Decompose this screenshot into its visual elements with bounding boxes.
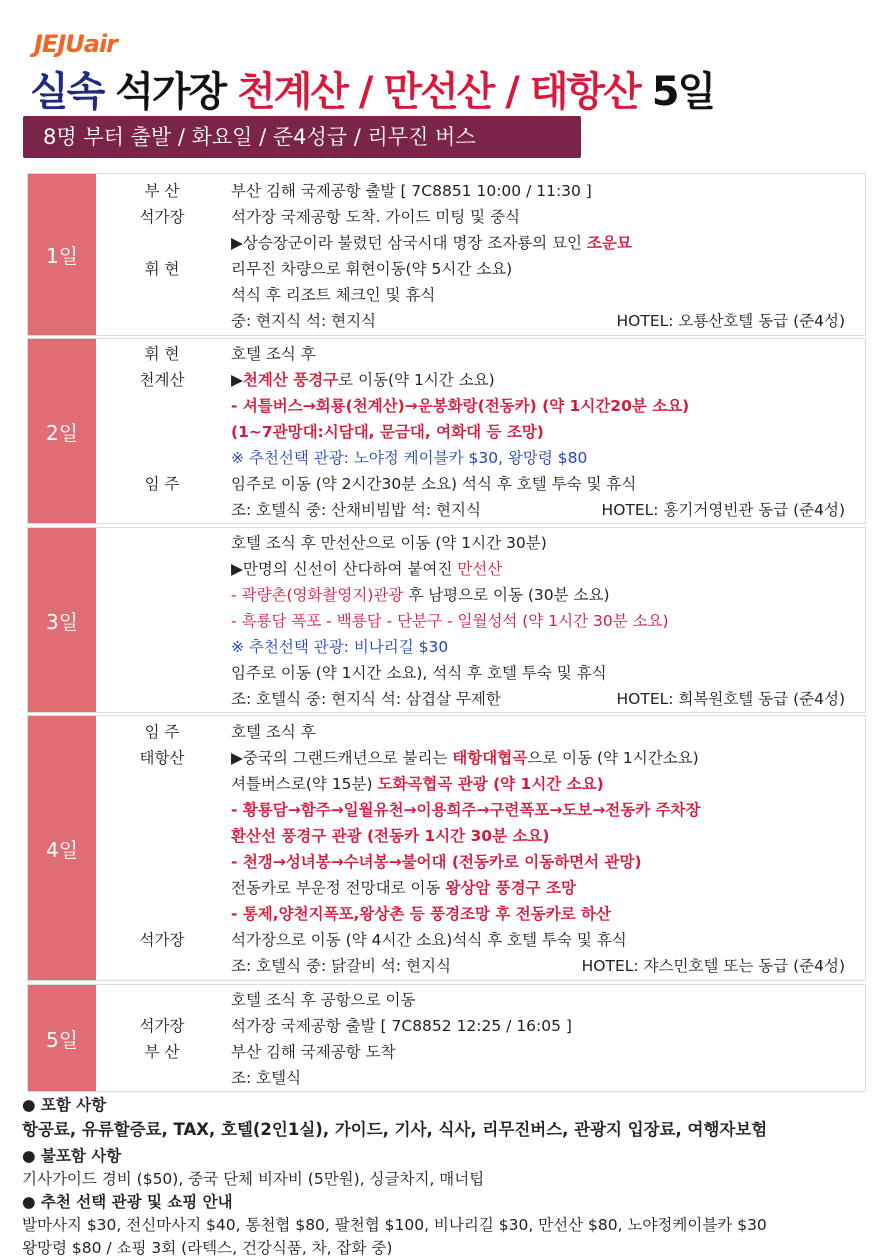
itinerary-row xyxy=(28,282,865,308)
itinerary-row xyxy=(28,1065,865,1091)
schedule-text xyxy=(231,256,512,282)
itinerary-row xyxy=(28,367,865,393)
location-label: 부 산 xyxy=(144,1043,180,1061)
schedule-text xyxy=(231,953,451,979)
itinerary-row xyxy=(28,634,865,660)
schedule-text-part: 조운묘 xyxy=(586,234,632,252)
itinerary-row xyxy=(28,745,865,771)
schedule-text-part: 임주로 이동 (약 2시간30분 소요) 석식 후 호텔 투숙 및 휴식 xyxy=(231,475,637,493)
optional-heading: ● 추천 선택 관광 및 쇼핑 안내 xyxy=(22,1193,233,1211)
itinerary-row xyxy=(28,953,865,979)
schedule-text-part: 중: 현지식 석: 현지식 xyxy=(231,312,377,330)
excluded-text: 기사가이드 경비 ($50), 중국 단체 비자비 (5만원), 싱글차지, 매너팁 xyxy=(22,1170,485,1188)
location-label: 부 산 xyxy=(144,182,180,200)
schedule-text xyxy=(231,823,549,849)
schedule-text-part: 석식 후 리조트 체크인 및 휴식 xyxy=(231,286,436,304)
location-label: 휘 현 xyxy=(144,345,180,363)
schedule-text xyxy=(231,849,642,875)
schedule-text-part: 환산선 풍경구 관광 (전동카 1시간 30분 소요) xyxy=(231,827,550,845)
day-label: 5일 xyxy=(28,985,96,1091)
itinerary-row xyxy=(28,660,865,686)
schedule-text xyxy=(231,1013,572,1039)
schedule-text xyxy=(231,308,376,334)
schedule-text-part: ▶상승장군이라 불렸던 삼국시대 명장 조자룡의 묘인 xyxy=(231,234,587,252)
schedule-text-part: 부산 김해 국제공항 출발 [ 7C8851 10:00 / 11:30 ] xyxy=(231,182,592,200)
schedule-text xyxy=(231,771,604,797)
day-label: 1일 xyxy=(28,174,96,335)
schedule-text-part: 왕상암 풍경구 조망 xyxy=(445,879,576,897)
location-label: 석가장 xyxy=(139,1017,185,1035)
schedule-text-part: - 곽량촌(영화촬영지)관광 xyxy=(231,586,404,604)
schedule-text-part: 태항대협곡 xyxy=(452,749,528,767)
itinerary-row xyxy=(28,204,865,230)
itinerary-row xyxy=(28,393,865,419)
schedule-text xyxy=(231,634,448,660)
schedule-text-part: 도화곡협곡 관광 (약 1시간 소요) xyxy=(377,775,604,793)
itinerary-row xyxy=(28,987,865,1013)
location-label: 임 주 xyxy=(144,723,180,741)
schedule-text xyxy=(231,719,316,745)
schedule-text xyxy=(231,445,587,471)
itinerary-row xyxy=(28,719,865,745)
title-part-3: 천계산 / 만선산 / 태항산 xyxy=(237,69,640,115)
title-part-1: 실속 xyxy=(30,69,104,115)
page-title xyxy=(30,60,714,117)
itinerary-row xyxy=(28,608,865,634)
schedule-text-part: 호텔 조식 후 xyxy=(231,345,316,363)
schedule-text-part: 천계산 풍경구 xyxy=(242,371,339,389)
schedule-text-part: ▶만명의 신선이 산다하여 붙여진 xyxy=(231,560,458,578)
schedule-text xyxy=(231,987,415,1013)
day-box-3 xyxy=(27,527,866,713)
schedule-text xyxy=(231,178,592,204)
schedule-text-part: ▶ xyxy=(231,371,243,389)
schedule-text-part: 조: 호텔식 중: 현지식 석: 삼겹살 무제한 xyxy=(231,690,501,708)
location-label: 태항산 xyxy=(139,749,185,767)
itinerary-row xyxy=(28,556,865,582)
optional-text-1: 발마사지 $30, 전신마사지 $40, 통천협 $80, 팔천협 $100, 비나리길 $30, 만선산 $80, 노야정케이블카 $30 xyxy=(22,1216,767,1234)
hotel-info: HOTEL: 쟈스민호텔 또는 동급 (준4성) xyxy=(581,957,845,975)
schedule-text-part: - 셔틀버스→회룡(천계산)→운봉화랑(전동카) (약 1시간20분 소요) xyxy=(231,397,690,415)
title-part-4: 5일 xyxy=(651,69,715,115)
day-label: 3일 xyxy=(28,528,96,712)
itinerary-row xyxy=(28,582,865,608)
schedule-text-part: ※ 추천선택 관광: 노야정 케이블카 $30, 왕망령 $80 xyxy=(231,449,588,467)
day-box-4 xyxy=(27,715,866,981)
schedule-text xyxy=(231,660,607,686)
optional-text-2: 왕망령 $80 / 쇼핑 3회 (라텍스, 건강식품, 차, 잡화 중) xyxy=(22,1239,393,1257)
day-label: 2일 xyxy=(28,339,96,523)
itinerary-row xyxy=(28,308,865,334)
schedule-text-part: 임주로 이동 (약 1시간 소요), 석식 후 호텔 투숙 및 휴식 xyxy=(231,664,607,682)
location-label: 휘 현 xyxy=(144,260,180,278)
itinerary-row xyxy=(28,927,865,953)
schedule-text-part: - 통제,양천지폭포,왕상촌 등 풍경조망 후 전동카로 하산 xyxy=(231,905,611,923)
schedule-text-part: 후 남평으로 이동 (30분 소요) xyxy=(403,586,610,604)
day-box-2 xyxy=(27,338,866,524)
schedule-text xyxy=(231,230,632,256)
schedule-text xyxy=(231,204,520,230)
schedule-text xyxy=(231,901,611,927)
schedule-text xyxy=(231,686,501,712)
itinerary-row xyxy=(28,497,865,523)
schedule-text-part: ※ 추천선택 관광: 비나리길 $30 xyxy=(231,638,449,656)
itinerary-row xyxy=(28,901,865,927)
included-text: 항공료, 유류할증료, TAX, 호텔(2인1실), 가이드, 기사, 식사, 리무진버스, 관광지 입장료, 여행자보험 xyxy=(22,1120,768,1139)
schedule-text-part: 전동카로 부운정 전망대로 이동 xyxy=(231,879,446,897)
schedule-text xyxy=(231,419,544,445)
itinerary-row xyxy=(28,686,865,712)
schedule-text-part: 로 이동(약 1시간 소요) xyxy=(338,371,495,389)
schedule-text xyxy=(231,745,699,771)
schedule-text-part: 만선산 xyxy=(457,560,503,578)
day-box-1 xyxy=(27,173,866,336)
location-label: 석가장 xyxy=(139,931,185,949)
itinerary-row xyxy=(28,419,865,445)
itinerary-row xyxy=(28,823,865,849)
schedule-text-part: ▶중국의 그랜드캐년으로 불리는 xyxy=(231,749,453,767)
schedule-text xyxy=(231,530,547,556)
jejuair-logo: JEJUair xyxy=(34,30,117,58)
schedule-text xyxy=(231,582,610,608)
schedule-text-part: 셔틀버스로(약 15분) xyxy=(231,775,378,793)
schedule-text-part: 리무진 차량으로 휘현이동(약 5시간 소요) xyxy=(231,260,513,278)
schedule-text xyxy=(231,797,700,823)
schedule-text xyxy=(231,282,435,308)
schedule-text-part: 부산 김해 국제공항 도착 xyxy=(231,1043,396,1061)
schedule-text-part: 호텔 조식 후 xyxy=(231,723,316,741)
location-label: 임 주 xyxy=(144,475,180,493)
subtitle-banner: 8명 부터 출발 / 화요일 / 준4성급 / 리무진 버스 xyxy=(23,116,581,158)
day-box-5 xyxy=(27,984,866,1092)
schedule-text-part: - 흑룡담 폭포 - 백룡담 - 단분구 - 일월성석 (약 1시간 30분 소요) xyxy=(231,612,669,630)
schedule-text xyxy=(231,471,636,497)
itinerary-row xyxy=(28,341,865,367)
excluded-heading: ● 불포함 사항 xyxy=(22,1147,122,1165)
hotel-info: HOTEL: 홍기거영빈관 동급 (준4성) xyxy=(601,501,845,519)
schedule-text xyxy=(231,497,481,523)
itinerary-row xyxy=(28,178,865,204)
itinerary-row xyxy=(28,797,865,823)
schedule-text-part: 석가장으로 이동 (약 4시간 소요)석식 후 호텔 투숙 및 휴식 xyxy=(231,931,627,949)
schedule-text-part: 으로 이동 (약 1시간소요) xyxy=(527,749,699,767)
schedule-text xyxy=(231,927,627,953)
location-label: 천계산 xyxy=(139,371,185,389)
itinerary-row xyxy=(28,849,865,875)
schedule-text-part: 조: 호텔식 중: 닭갈비 석: 현지식 xyxy=(231,957,451,975)
hotel-info: HOTEL: 오룡산호텔 동급 (준4성) xyxy=(616,312,845,330)
schedule-text xyxy=(231,1039,396,1065)
day-label: 4일 xyxy=(28,716,96,980)
itinerary-row xyxy=(28,530,865,556)
schedule-text-part: 석가장 국제공항 도착. 가이드 미팅 및 중식 xyxy=(231,208,521,226)
schedule-text-part: 석가장 국제공항 출발 [ 7C8852 12:25 / 16:05 ] xyxy=(231,1017,572,1035)
schedule-text-part: 호텔 조식 후 공항으로 이동 xyxy=(231,991,416,1009)
schedule-text xyxy=(231,875,576,901)
schedule-text-part: - 천갱→성녀봉→수녀봉→불어대 (전동카로 이동하면서 관망) xyxy=(231,853,642,871)
schedule-text xyxy=(231,393,689,419)
itinerary-row xyxy=(28,445,865,471)
itinerary-row xyxy=(28,1013,865,1039)
itinerary-row xyxy=(28,875,865,901)
schedule-text xyxy=(231,367,495,393)
schedule-text xyxy=(231,1065,301,1091)
schedule-text-part: - 황룡담→함주→일월유천→이용희주→구련폭포→도보→전동카 주차장 xyxy=(231,801,701,819)
schedule-text xyxy=(231,341,316,367)
location-label: 석가장 xyxy=(139,208,185,226)
schedule-text-part: 호텔 조식 후 만선산으로 이동 (약 1시간 30분) xyxy=(231,534,547,552)
schedule-text-part: 조: 호텔식 xyxy=(231,1069,302,1087)
schedule-text-part: (1~7관망대:시담대, 문금대, 여화대 등 조망) xyxy=(231,423,544,441)
itinerary-row xyxy=(28,471,865,497)
schedule-text-part: 조: 호텔식 중: 산채비빔밥 석: 현지식 xyxy=(231,501,481,519)
included-heading: ● 포함 사항 xyxy=(22,1096,107,1114)
itinerary-row xyxy=(28,256,865,282)
itinerary-row xyxy=(28,1039,865,1065)
hotel-info: HOTEL: 희복원호텔 동급 (준4성) xyxy=(616,690,845,708)
schedule-text xyxy=(231,556,502,582)
itinerary-row xyxy=(28,771,865,797)
title-part-2: 석가장 xyxy=(115,69,226,115)
schedule-text xyxy=(231,608,669,634)
itinerary-row xyxy=(28,230,865,256)
